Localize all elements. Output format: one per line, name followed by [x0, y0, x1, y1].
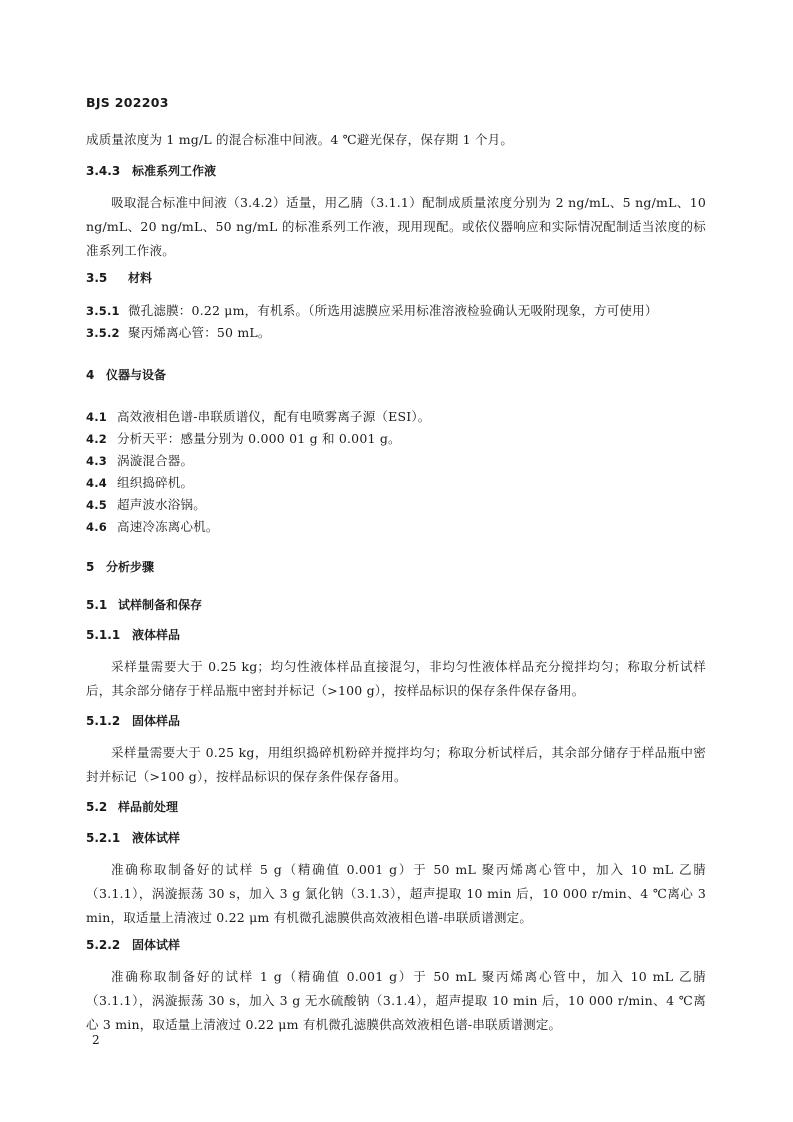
- item-text: 高效液相色谱-串联质谱仪，配有电喷雾离子源（ESI）。: [117, 409, 431, 424]
- section-body-5-1-1: [86, 655, 706, 703]
- continuation-paragraph: [86, 128, 706, 152]
- item-text: 高速冷冻离心机。: [117, 519, 219, 534]
- item-number: 4.5: [86, 498, 107, 512]
- section-heading-3-5: [86, 268, 706, 288]
- list-item: [86, 516, 706, 538]
- paragraph-text: 吸取混合标准中间液（3.4.2）适量，用乙腈（3.1.1）配制成质量浓度分别为 2 ng/mL、5 ng/mL、10 ng/mL、20 ng/mL、50 ng/mL 的标准系列工作液，现用现配。或依仪器响应和实际情况配制适当浓度的标准系列工作液。: [86, 195, 706, 258]
- section-body-5-2-1: [86, 858, 706, 930]
- section-title: 液体样品: [132, 628, 181, 642]
- item-text: 超声波水浴锅。: [117, 497, 206, 512]
- section-heading-5-1-2: [86, 711, 706, 731]
- list-item: [86, 472, 706, 494]
- section-number: 4: [86, 368, 95, 382]
- list-item: [86, 494, 706, 516]
- section-body-3-4-3: [86, 191, 706, 263]
- section-number: 5.2.2: [86, 938, 121, 952]
- section-heading-5-1-1: [86, 625, 706, 645]
- item-text: 聚丙烯离心管：50 mL。: [128, 325, 271, 340]
- section-number: 3.5: [86, 271, 108, 285]
- section-heading-3-4-3: [86, 161, 706, 181]
- section-title: 标准系列工作液: [132, 164, 217, 178]
- section-number: 5.2: [86, 800, 108, 814]
- list-item: [86, 406, 706, 428]
- paragraph-text: 采样量需要大于 0.25 kg，用组织捣碎机粉碎并搅拌均匀；称取分析试样后，其余部分储存于样品瓶中密封并标记（>100 g），按样品标识的保存条件保存备用。: [86, 745, 706, 784]
- section-title: 试样制备和保存: [118, 598, 203, 612]
- section-number: 3.4.3: [86, 164, 121, 178]
- section-title: 样品前处理: [118, 800, 179, 814]
- paragraph-text: 准确称取制备好的试样 1 g（精确值 0.001 g）于 50 mL 聚丙烯离心管中，加入 10 mL 乙腈（3.1.1），涡漩振荡 30 s，加入 3 g 无水硫酸钠（3.1.4），超声提取 10 min 后，10 000 r/min、4 ℃离心 3 min，取适量上清液过 0.22 μm 有机微孔滤膜供高效液相色谱-串联质谱测定。: [86, 969, 706, 1032]
- list-item: [86, 450, 706, 472]
- materials-list: [86, 300, 706, 344]
- section-heading-5-1: [86, 595, 706, 615]
- section-heading-4: [86, 365, 706, 385]
- section-body-5-2-2: [86, 965, 706, 1037]
- item-text: 分析天平：感量分别为 0.000 01 g 和 0.001 g。: [117, 431, 401, 446]
- document-id: BJS 202203: [86, 95, 169, 110]
- item-text: 微孔滤膜：0.22 μm，有机系。（所选用滤膜应采用标准溶液检验确认无吸附现象，方可使用）: [128, 303, 658, 318]
- section-heading-5: [86, 557, 706, 577]
- section-number: 5.1.2: [86, 714, 121, 728]
- section-title: 固体试样: [132, 938, 181, 952]
- paragraph-text: 准确称取制备好的试样 5 g（精确值 0.001 g）于 50 mL 聚丙烯离心管中，加入 10 mL 乙腈（3.1.1），涡漩振荡 30 s，加入 3 g 氯化钠（3.1.3），超声提取 10 min 后，10 000 r/min、4 ℃离心 3 min，取适量上清液过 0.22 μm 有机微孔滤膜供高效液相色谱-串联质谱测定。: [86, 862, 706, 925]
- item-number: 4.6: [86, 520, 107, 534]
- section-title: 固体样品: [132, 714, 181, 728]
- equipment-list: [86, 406, 706, 538]
- item-text: 组织捣碎机。: [117, 475, 194, 490]
- list-item: [86, 428, 706, 450]
- section-number: 5.2.1: [86, 831, 121, 845]
- list-item: [86, 300, 706, 322]
- section-heading-5-2-2: [86, 935, 706, 955]
- item-text: 涡漩混合器。: [117, 453, 194, 468]
- page-number: 2: [92, 1033, 100, 1047]
- section-heading-5-2: [86, 797, 706, 817]
- item-number: 4.3: [86, 454, 107, 468]
- paragraph-text: 采样量需要大于 0.25 kg；均匀性液体样品直接混匀，非均匀性液体样品充分搅拌均匀；称取分析试样后，其余部分储存于样品瓶中密封并标记（>100 g），按样品标识的保存条件保存备用。: [86, 659, 706, 698]
- list-item: [86, 322, 706, 344]
- section-number: 5.1: [86, 598, 108, 612]
- section-heading-5-2-1: [86, 828, 706, 848]
- section-title: 液体试样: [132, 831, 181, 845]
- paragraph-text: 成质量浓度为 1 mg/L 的混合标准中间液。4 ℃避光保存，保存期 1 个月。: [86, 132, 514, 147]
- section-title: 仪器与设备: [106, 368, 167, 382]
- section-body-5-1-2: [86, 741, 706, 789]
- section-title: 分析步骤: [106, 560, 155, 574]
- item-number: 4.4: [86, 476, 107, 490]
- section-number: 5.1.1: [86, 628, 121, 642]
- item-number: 3.5.2: [86, 326, 120, 340]
- section-title: 材料: [128, 271, 153, 285]
- section-number: 5: [86, 560, 95, 574]
- item-number: 4.2: [86, 432, 107, 446]
- item-number: 3.5.1: [86, 304, 120, 318]
- item-number: 4.1: [86, 410, 107, 424]
